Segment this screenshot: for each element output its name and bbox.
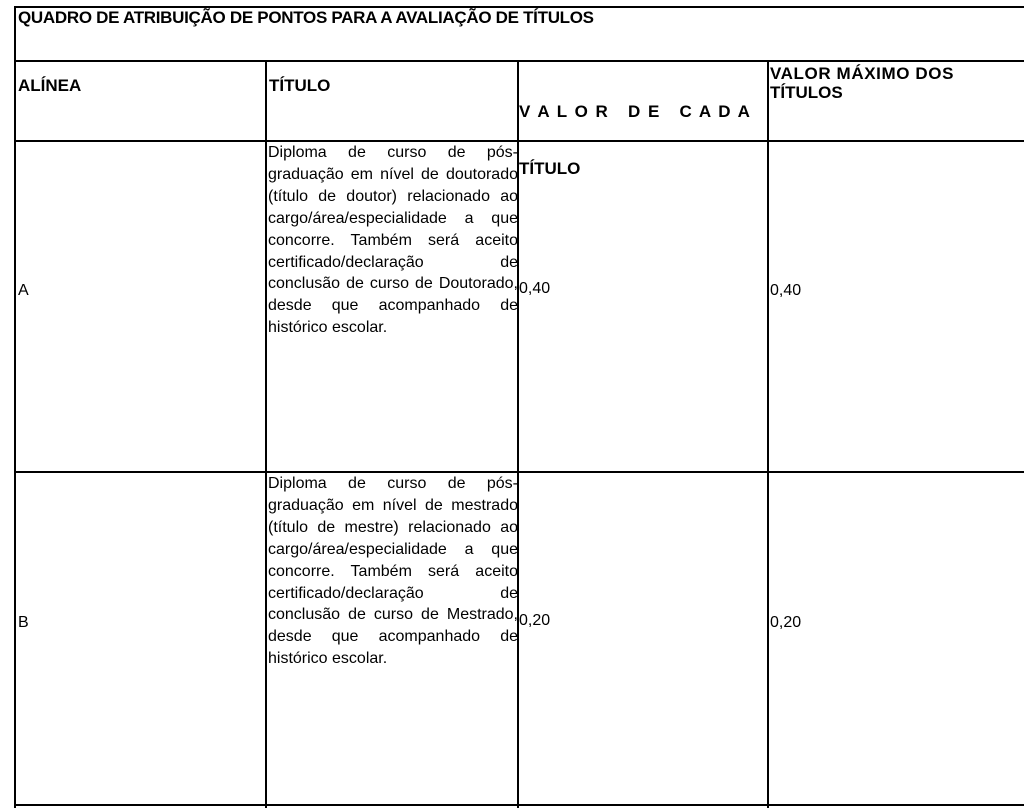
table-title: QUADRO DE ATRIBUIÇÃO DE PONTOS PARA A AVALIAÇÃO DE TÍTULOS xyxy=(18,8,594,27)
row-b-valor-cada: 0,20 xyxy=(519,612,551,629)
row-a-valor-cada: 0,40 xyxy=(519,280,551,297)
row-a-descricao: Diploma de curso de pós-graduação em nível de doutorado (título de doutor) relacionado ao cargo/área/especialidade a que concorre. Também será aceito certificado/declaração de conclusão de curso de Doutorado, desde que acompanhado de histórico escolar. xyxy=(268,144,518,337)
header-titulo: TÍTULO xyxy=(269,76,331,95)
row-a-alinea: A xyxy=(18,282,29,299)
header-valor-maximo-line1: VALOR MÁXIMO DOS xyxy=(770,64,955,83)
row-a-valor-maximo: 0,40 xyxy=(770,282,802,299)
row-b-valor-maximo: 0,20 xyxy=(770,614,802,631)
column-divider-3 xyxy=(767,62,769,808)
header-valor-maximo-line2: TÍTULOS xyxy=(770,83,843,102)
header-valor-cada-line1: V A L O R D E C A D A xyxy=(519,102,752,121)
column-divider-1 xyxy=(265,62,267,808)
header-valor-cada xyxy=(519,64,767,197)
row-b-descricao: Diploma de curso de pós-graduação em nível de mestrado (título de mestre) relacionado ao cargo/área/especialidade a que concorre. Também será aceito certificado/declaração de conclusão de curso de Mestrado, desde que acompanhado de histórico escolar. xyxy=(268,475,518,668)
bottom-divider xyxy=(14,804,1024,806)
row-b-alinea: B xyxy=(18,614,29,631)
header-valor-maximo xyxy=(770,64,1024,102)
header-valor-cada-line2: TÍTULO xyxy=(519,159,581,178)
table-title-row xyxy=(14,6,1024,62)
header-alinea: ALÍNEA xyxy=(18,76,82,95)
row-divider xyxy=(14,471,1024,473)
